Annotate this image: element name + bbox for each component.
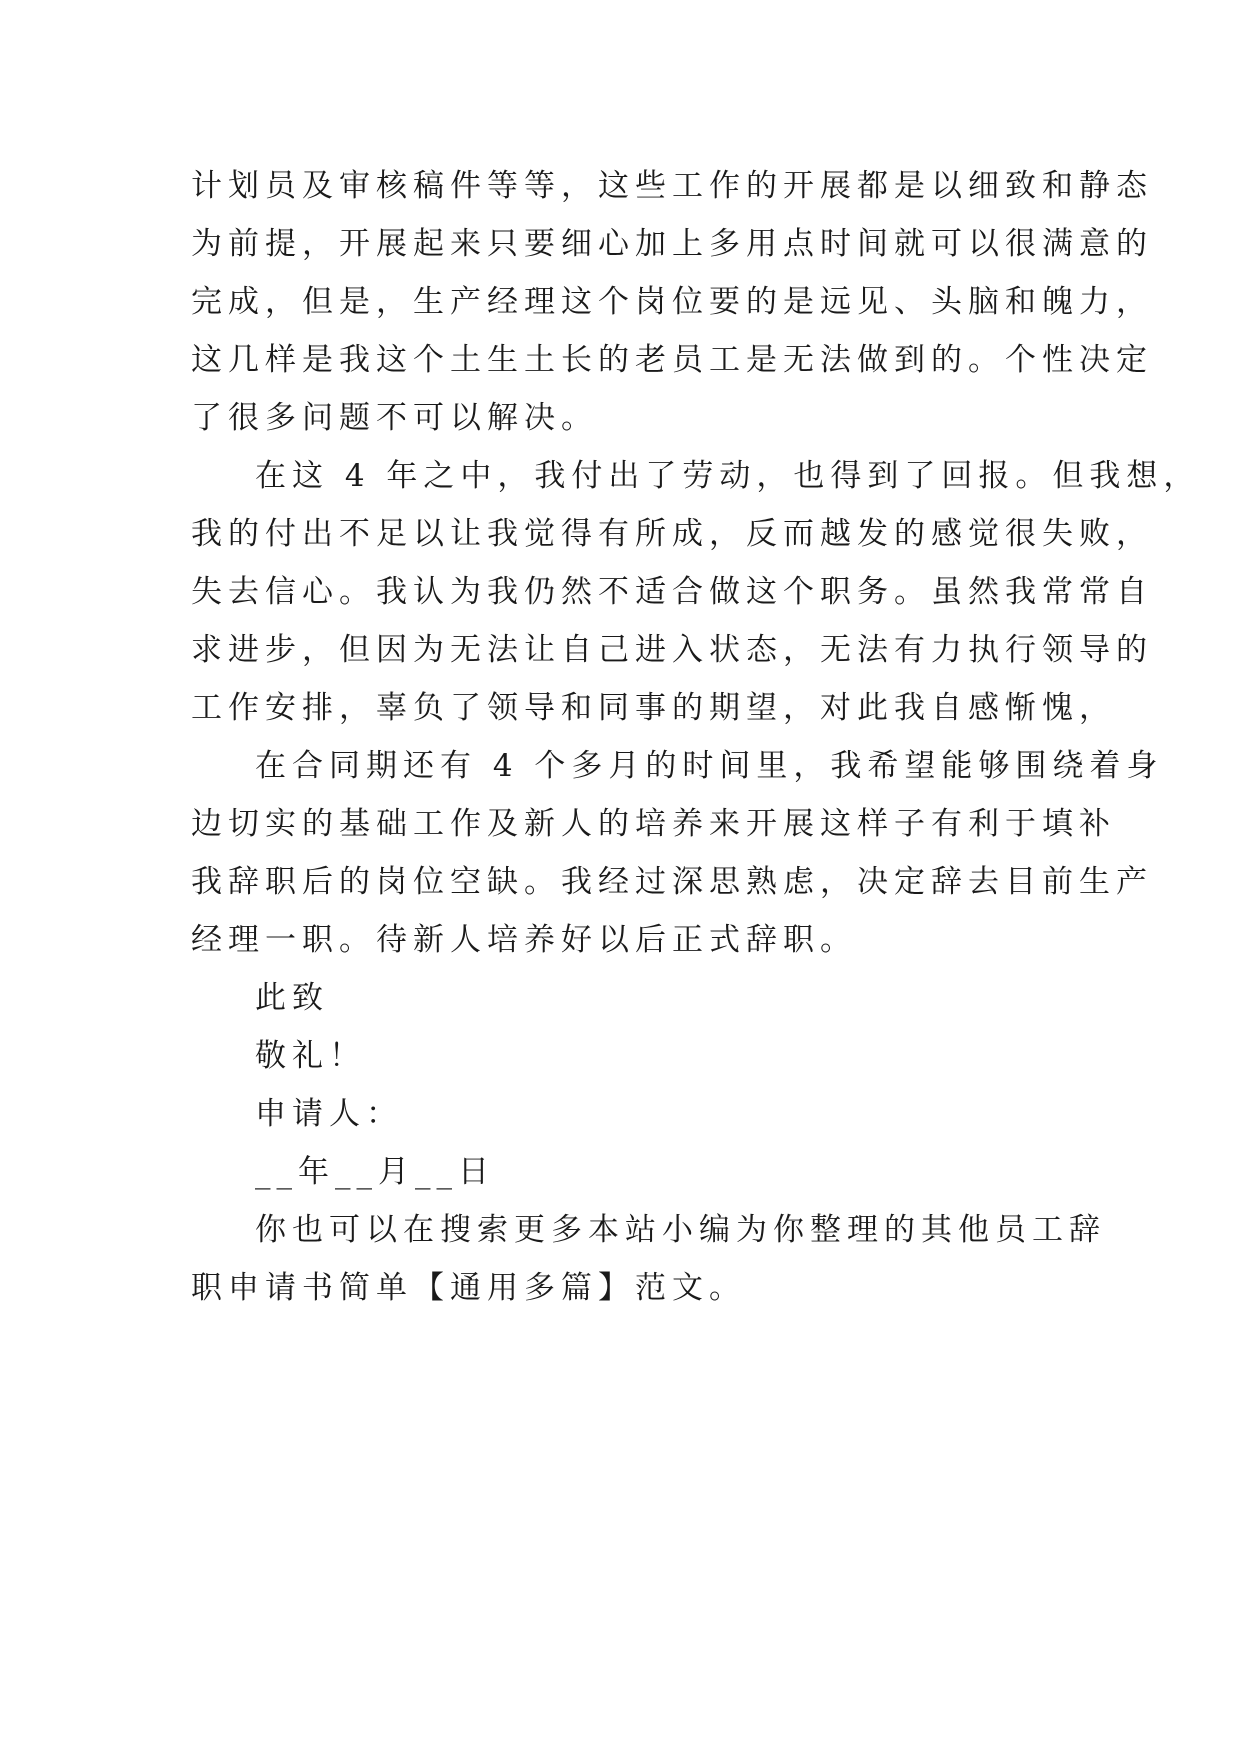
paragraph-start-line: 在合同期还有 4 个多月的时间里，我希望能够围绕着身: [255, 748, 1164, 784]
text-line: 计划员及审核稿件等等，这些工作的开展都是以细致和静态: [191, 168, 1153, 204]
paragraph-start-line: 你也可以在搜索更多本站小编为你整理的其他员工辞: [255, 1212, 1106, 1248]
text-line: 职申请书简单【通用多篇】范文。: [191, 1270, 746, 1306]
closing-salutation: 此致: [255, 980, 329, 1016]
text-line: 为前提，开展起来只要细心加上多用点时间就可以很满意的: [191, 226, 1153, 262]
text-line: 我辞职后的岗位空缺。我经过深思熟虑，决定辞去目前生产: [191, 864, 1153, 900]
date-line: __年__月__日: [255, 1154, 495, 1190]
paragraph-start-line: 在这 4 年之中，我付出了劳动，也得到了回报。但我想，: [255, 458, 1201, 494]
text-line: 我的付出不足以让我觉得有所成，反而越发的感觉很失败，: [191, 516, 1153, 552]
text-line: 这几样是我这个土生土长的老员工是无法做到的。个性决定: [191, 342, 1153, 378]
text-line: 求进步，但因为无法让自己进入状态，无法有力执行领导的: [191, 632, 1153, 668]
text-line: 失去信心。我认为我仍然不适合做这个职务。虽然我常常自: [191, 574, 1153, 610]
text-line: 工作安排，辜负了领导和同事的期望，对此我自感惭愧，: [191, 690, 1116, 726]
closing-regards: 敬礼！: [255, 1038, 366, 1074]
text-line: 了很多问题不可以解决。: [191, 400, 598, 436]
text-line: 完成，但是，生产经理这个岗位要的是远见、头脑和魄力，: [191, 284, 1153, 320]
text-line: 经理一职。待新人培养好以后正式辞职。: [191, 922, 857, 958]
text-line: 边切实的基础工作及新人的培养来开展这样子有利于填补: [191, 806, 1116, 842]
applicant-label: 申请人：: [255, 1096, 403, 1132]
letter-body: [191, 157, 1201, 1317]
